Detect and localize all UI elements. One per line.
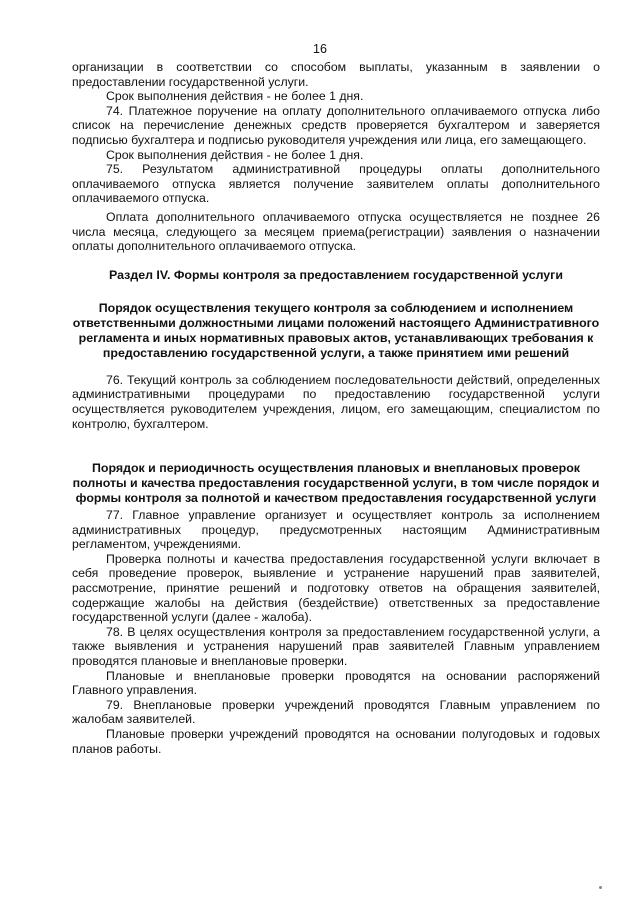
paragraph: 75. Результатом административной процедуры оплаты дополнительного оплачиваемого отпуска является получение заявителем оплаты дополнительного оплачиваемого отпуска. <box>72 162 600 206</box>
paragraph: организации в соответствии со способом выплаты, указанным в заявлении о предоставлении государственной услуги. <box>72 60 600 89</box>
paragraph: Срок выполнения действия - не более 1 дня. <box>106 147 364 162</box>
paragraph: Проверка полноты и качества предоставления государственной услуги включает в себя проведение проверок, выявление и устранение нарушений прав заявителей, рассмотрение, принятие решений и подготовку ответов на обращения заявителей, содержащие жалобы на действия (бездействие) ответственных за предоставление государственной услуги (далее - жалоба). <box>72 551 600 625</box>
paragraph: 79. Внеплановые проверки учреждений проводятся Главным управлением по жалобам заявителей. <box>72 697 600 727</box>
paragraph: 76. Текущий контроль за соблюдением последовательности действий, определенных административными процедурами по предоставлению государственной услуги осуществляется руководителем учреждения, лицом, его замещающим, специалистом по контролю, бухгалтером. <box>72 372 600 431</box>
section-heading: Раздел IV. Формы контроля за предоставлением государственной услуги <box>109 267 563 282</box>
paragraph: Плановые и внеплановые проверки проводятся на основании распоряжений Главного управления. <box>72 668 600 698</box>
paragraph: 74. Платежное поручение на оплату дополнительного оплачиваемого отпуска либо список на перечисление денежных средств проверяется бухгалтером и заверяется подписью бухгалтера и подписью руководителя учреждения или лица, его замещающего. <box>72 103 600 147</box>
paragraph: Срок выполнения действия - не более 1 дня. <box>106 89 364 104</box>
subsection-heading: Порядок осуществления текущего контроля за соблюдением и исполнением ответственными должностными лицами положений настоящего Административного регламента и иных нормативных правовых актов, устанавливающих требования к предоставлению государственной услуги, а также принятием ими решений <box>72 300 600 360</box>
paragraph: Плановые проверки учреждений проводятся на основании полугодовых и годовых планов работы. <box>72 727 600 756</box>
page-number: 16 <box>313 42 327 56</box>
paragraph: 78. В целях осуществления контроля за предоставлением государственной услуги, а также выявления и устранения нарушений прав заявителей Главным управлением проводятся плановые и внеплановые проверки. <box>72 624 600 669</box>
subsection-heading: Порядок и периодичность осуществления плановых и внеплановых проверок полноты и качества предоставления государственной услуги, в том числе порядок и формы контроля за полнотой и качеством предоставления государственной услуги <box>72 461 600 506</box>
scan-speck <box>599 886 602 889</box>
document-body <box>72 60 600 756</box>
paragraph: Оплата дополнительного оплачиваемого отпуска осуществляется не позднее 26 числа месяца, следующего за месяцем приема(регистрации) заявления о назначении оплаты дополнительного оплачиваемого отпуска. <box>72 209 600 254</box>
paragraph: 77. Главное управление организует и осуществляет контроль за исполнением административных процедур, предусмотренных настоящим Административным регламентом, учреждениями. <box>72 508 600 552</box>
